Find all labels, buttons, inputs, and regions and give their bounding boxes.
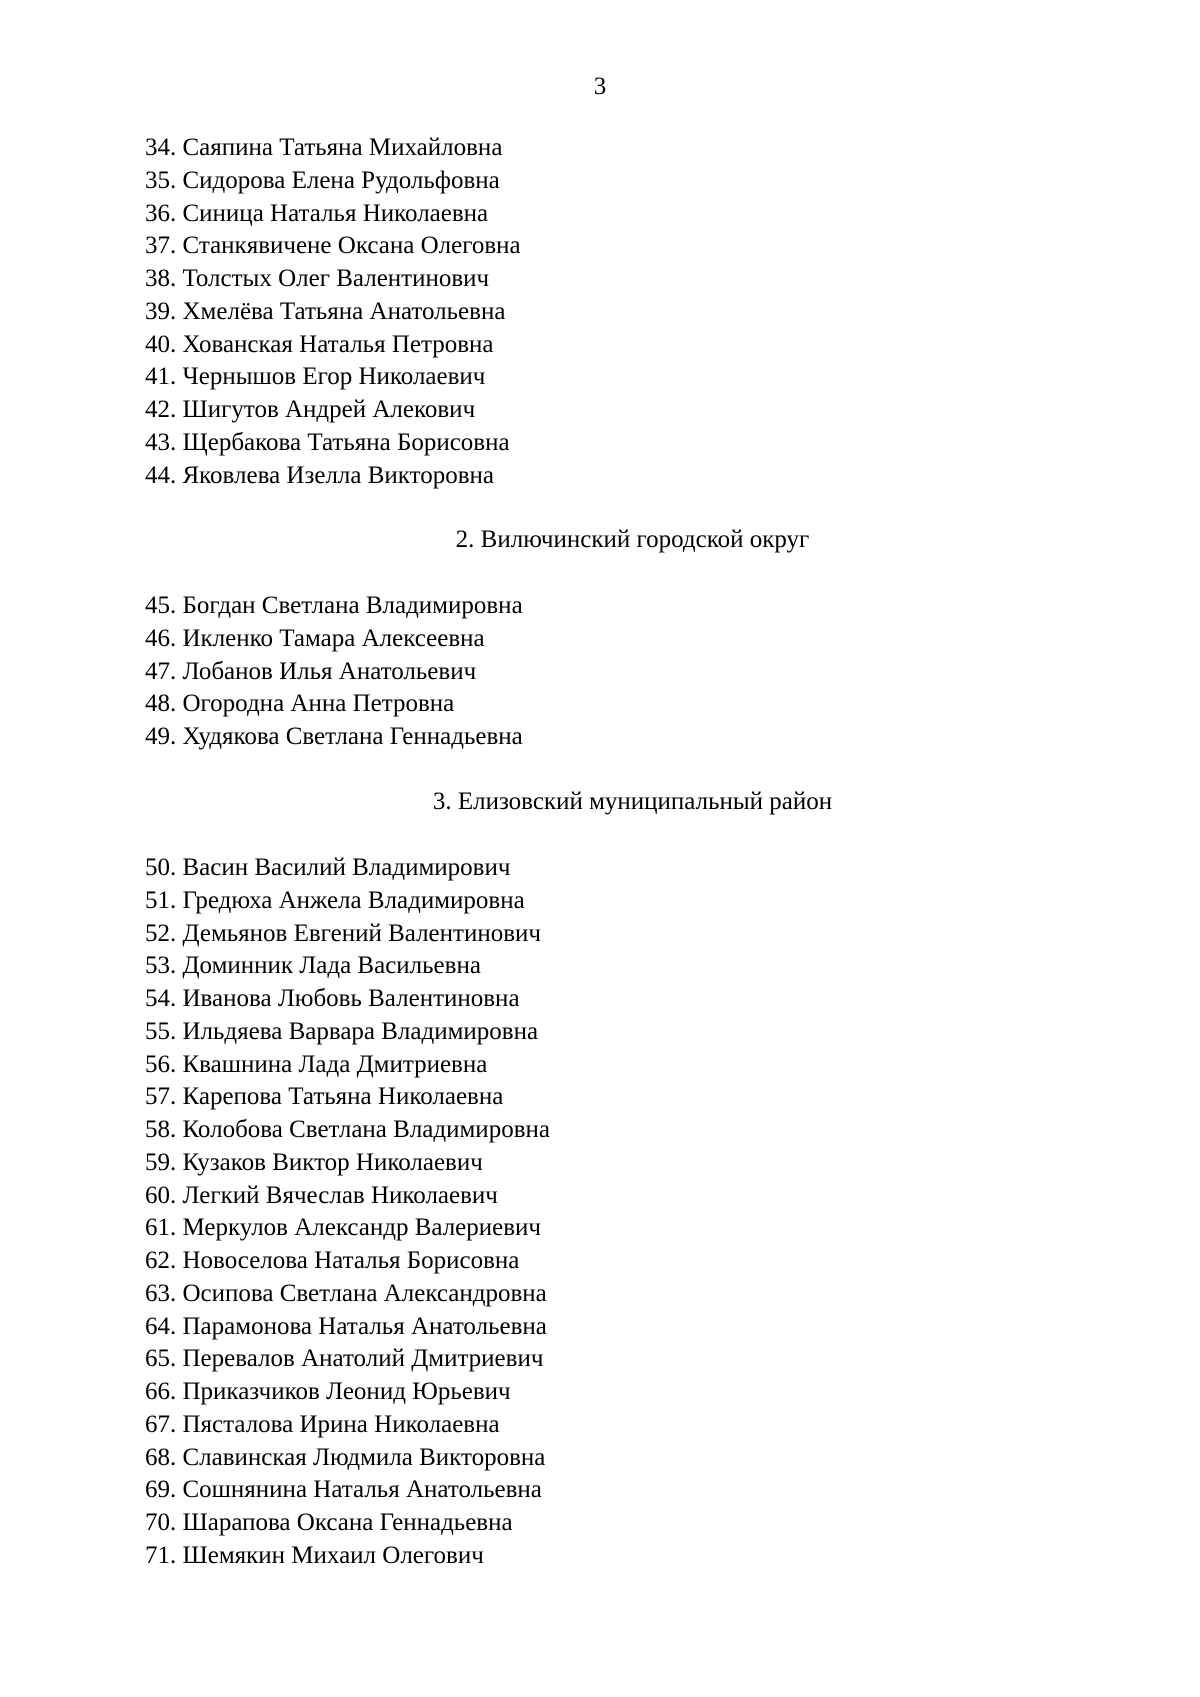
- list-item-name: Лобанов Илья Анатольевич: [182, 657, 477, 685]
- list-item-name: Доминник Лада Васильевна: [182, 952, 481, 980]
- list-item-name: Сидорова Елена Рудольфовна: [182, 166, 500, 194]
- list-item: [145, 296, 521, 329]
- list-item-name: Худякова Светлана Геннадьевна: [182, 723, 523, 750]
- list-item-number: 41.: [145, 363, 177, 391]
- list-item-name: Демьянов Евгений Валентинович: [182, 919, 541, 947]
- list-item-name: Станкявичене Оксана Олеговна: [182, 232, 521, 260]
- list-item-number: 44.: [145, 461, 177, 489]
- list-item: [145, 460, 521, 493]
- list-item-name: Хмелёва Татьяна Анатольевна: [182, 297, 506, 325]
- list-item: [145, 852, 550, 885]
- list-item-number: 42.: [145, 396, 177, 423]
- list-item-number: 52.: [145, 919, 177, 947]
- list-item: [145, 1114, 550, 1147]
- list-item: [145, 1474, 550, 1507]
- list-item-number: 60.: [145, 1181, 177, 1209]
- list-item-name: Колобова Светлана Владимировна: [182, 1116, 550, 1143]
- list-item-name: Хованская Наталья Петровна: [182, 330, 494, 358]
- list-item-name: Ильдяева Варвара Владимировна: [182, 1017, 539, 1045]
- list-item-name: Кузаков Виктор Николаевич: [182, 1148, 483, 1176]
- list-item: [145, 918, 550, 951]
- list-item: [145, 427, 521, 460]
- list-item-name: Легкий Вячеслав Николаевич: [182, 1181, 498, 1209]
- list-item-name: Огородна Анна Петровна: [182, 690, 455, 718]
- list-item-number: 59.: [145, 1148, 177, 1176]
- list-item-number: 50.: [145, 854, 177, 881]
- list-item-number: 35.: [145, 166, 177, 194]
- list-item-name: Иванова Любовь Валентиновна: [182, 985, 520, 1012]
- list-item-name: Шарапова Оксана Геннадьевна: [182, 1509, 513, 1536]
- list-item-name: Парамонова Наталья Анатольевна: [182, 1312, 547, 1340]
- list-item-name: Щербакова Татьяна Борисовна: [182, 428, 510, 456]
- list-item-name: Яковлева Изелла Викторовна: [182, 461, 494, 489]
- list-item: [145, 394, 521, 427]
- list-item: [145, 1409, 550, 1442]
- list-item-number: 70.: [145, 1509, 177, 1536]
- list-item-name: Квашнина Лада Дмитриевна: [182, 1050, 488, 1078]
- list-item-name: Пясталова Ирина Николаевна: [182, 1410, 500, 1438]
- list-item: [145, 1507, 550, 1540]
- list-item: [145, 623, 523, 656]
- list-item-name: Шемякин Михаил Олегович: [182, 1541, 484, 1569]
- list-item-number: 64.: [145, 1312, 177, 1340]
- list-item-number: 46.: [145, 624, 177, 652]
- name-list-section-1: [145, 132, 521, 492]
- list-item: [145, 132, 521, 165]
- list-item-number: 39.: [145, 297, 177, 325]
- section-heading-elizovsky: 3. Елизовский муниципальный район: [432, 788, 833, 815]
- list-item-number: 69.: [145, 1476, 177, 1504]
- list-item-number: 47.: [145, 657, 177, 685]
- name-list-section-2: [145, 590, 523, 754]
- list-item: [145, 1212, 550, 1245]
- list-item-number: 49.: [145, 723, 177, 750]
- list-item: [145, 1278, 550, 1311]
- list-item: [145, 656, 523, 689]
- list-item: [145, 263, 521, 296]
- list-item: [145, 1147, 550, 1180]
- list-item-number: 55.: [145, 1017, 177, 1045]
- list-item-number: 56.: [145, 1050, 177, 1078]
- list-item: [145, 230, 521, 263]
- list-item-number: 68.: [145, 1443, 177, 1471]
- list-item-number: 62.: [145, 1247, 177, 1274]
- list-item-number: 67.: [145, 1410, 177, 1438]
- list-item: [145, 1245, 550, 1278]
- list-item: [145, 165, 521, 198]
- list-item-number: 51.: [145, 886, 177, 914]
- list-item-number: 43.: [145, 428, 177, 456]
- list-item-number: 37.: [145, 232, 177, 260]
- list-item: [145, 1343, 550, 1376]
- list-item-name: Перевалов Анатолий Дмитриевич: [182, 1345, 544, 1373]
- list-item: [145, 1540, 550, 1573]
- list-item-name: Икленко Тамара Алексеевна: [182, 624, 485, 652]
- list-item: [145, 590, 523, 623]
- list-item-number: 53.: [145, 952, 177, 980]
- list-item-name: Карепова Татьяна Николаевна: [182, 1083, 504, 1111]
- list-item-name: Осипова Светлана Александровна: [182, 1279, 547, 1307]
- list-item-number: 38.: [145, 265, 177, 292]
- list-item: [145, 1049, 550, 1082]
- list-item: [145, 1311, 550, 1344]
- list-item: [145, 1016, 550, 1049]
- list-item-name: Приказчиков Леонид Юрьевич: [182, 1378, 511, 1405]
- list-item-number: 34.: [145, 134, 177, 161]
- list-item-name: Меркулов Александр Валериевич: [182, 1214, 542, 1242]
- list-item: [145, 885, 550, 918]
- list-item: [145, 1376, 550, 1409]
- list-item: [145, 688, 523, 721]
- list-item-name: Шигутов Андрей Алекович: [182, 396, 476, 423]
- list-item: [145, 198, 521, 231]
- list-item: [145, 1442, 550, 1475]
- list-item-name: Сошнянина Наталья Анатольевна: [182, 1476, 542, 1504]
- list-item-number: 40.: [145, 330, 177, 358]
- list-item-number: 36.: [145, 199, 177, 227]
- list-item-name: Толстых Олег Валентинович: [182, 265, 490, 292]
- list-item-number: 71.: [145, 1541, 177, 1569]
- list-item-name: Новоселова Наталья Борисовна: [182, 1247, 520, 1274]
- list-item: [145, 329, 521, 362]
- list-item-name: Саяпина Татьяна Михайловна: [182, 134, 503, 161]
- list-item-name: Славинская Людмила Викторовна: [182, 1443, 546, 1471]
- name-list-section-3: [145, 852, 550, 1573]
- list-item-number: 63.: [145, 1279, 177, 1307]
- list-item: [145, 1081, 550, 1114]
- list-item-number: 65.: [145, 1345, 177, 1373]
- list-item: [145, 1180, 550, 1213]
- list-item-number: 54.: [145, 985, 177, 1012]
- list-item-name: Гредюха Анжела Владимировна: [182, 886, 525, 914]
- list-item-name: Синица Наталья Николаевна: [182, 199, 489, 227]
- list-item-name: Богдан Светлана Владимировна: [182, 592, 523, 619]
- list-item-name: Васин Василий Владимирович: [182, 854, 511, 881]
- list-item-number: 66.: [145, 1378, 177, 1405]
- page-number: 3: [593, 73, 607, 100]
- list-item: [145, 721, 523, 754]
- list-item: [145, 983, 550, 1016]
- list-item-name: Чернышов Егор Николаевич: [182, 363, 486, 391]
- list-item-number: 45.: [145, 592, 177, 619]
- list-item-number: 58.: [145, 1116, 177, 1143]
- section-heading-vilyuchinsky: 2. Вилючинский городской округ: [455, 526, 810, 553]
- list-item: [145, 950, 550, 983]
- list-item: [145, 361, 521, 394]
- list-item-number: 48.: [145, 690, 177, 718]
- list-item-number: 61.: [145, 1214, 177, 1242]
- list-item-number: 57.: [145, 1083, 177, 1111]
